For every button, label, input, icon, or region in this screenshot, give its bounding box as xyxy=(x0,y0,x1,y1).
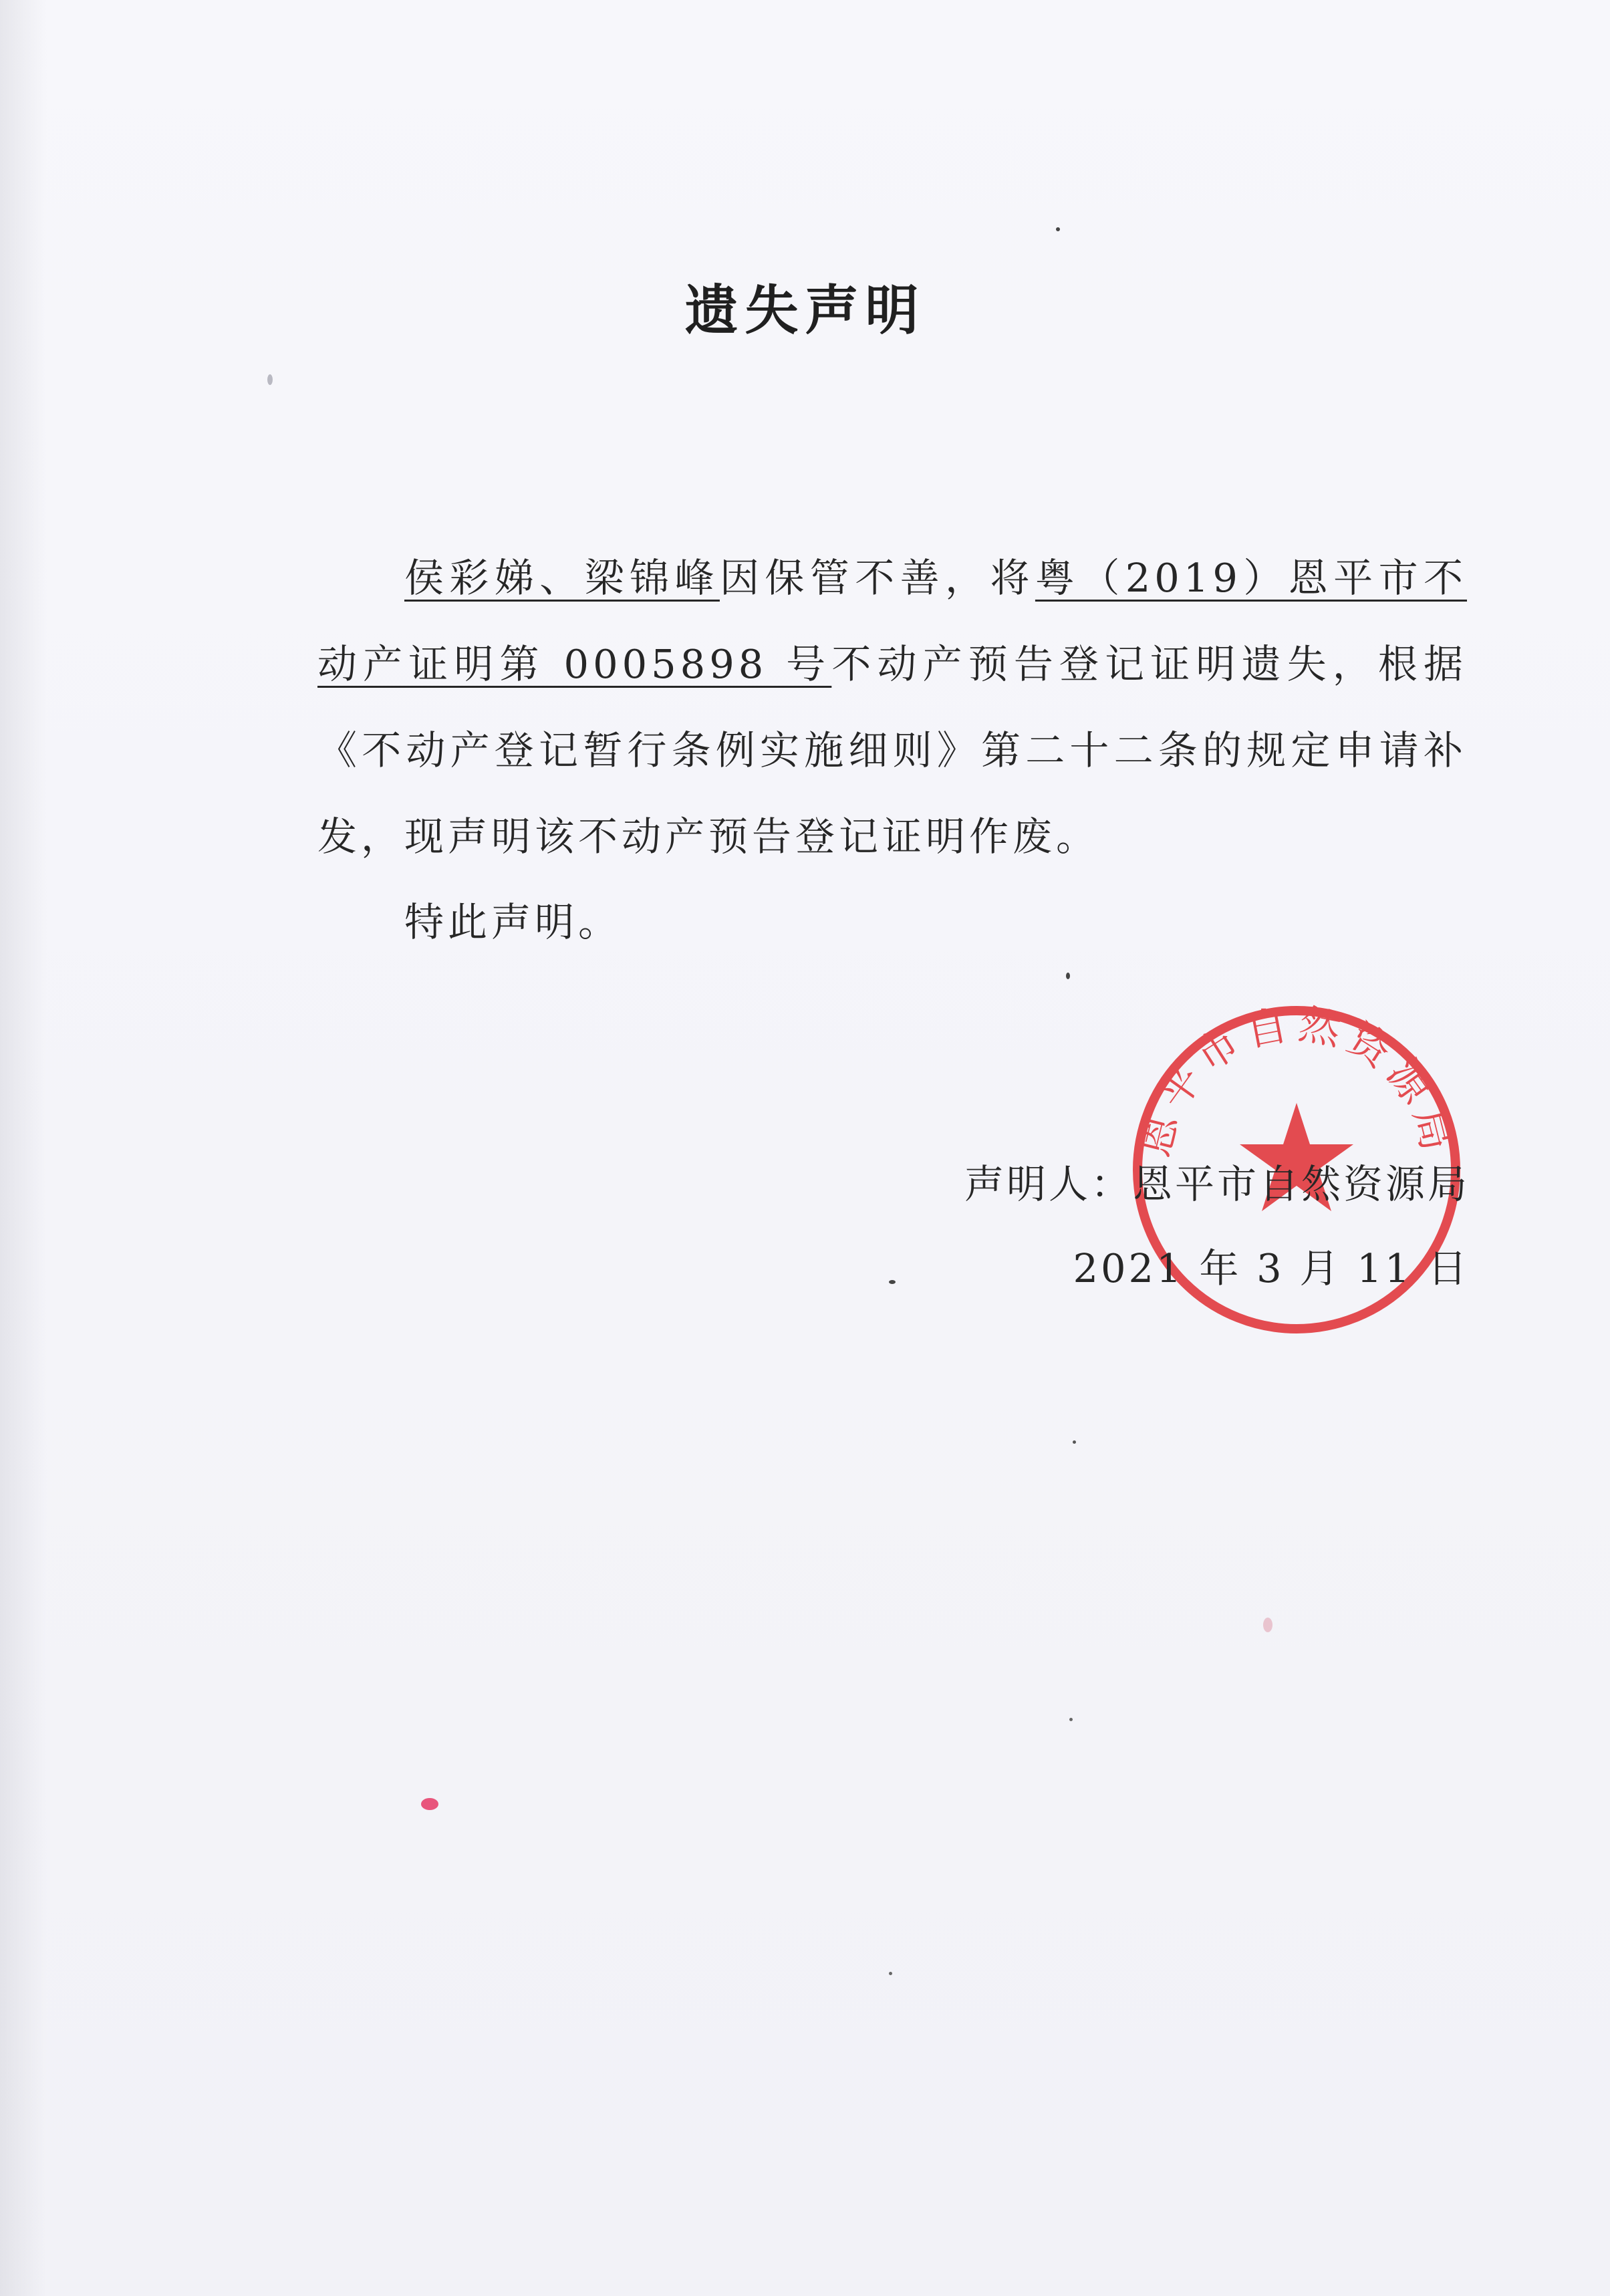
scan-speck xyxy=(1056,227,1060,231)
scan-speck xyxy=(889,1280,896,1284)
closing-statement: 特此声明。 xyxy=(404,899,622,945)
declaration-body xyxy=(317,535,1467,880)
scan-speck xyxy=(1073,1440,1076,1444)
seal-lettering: 恩平市自然资源局 xyxy=(1129,1003,1464,1162)
holder-names: 侯彩娣、梁锦峰 xyxy=(404,555,720,601)
signer-line: 声明人：恩平市自然资源局 xyxy=(964,1161,1470,1207)
certificate-number: 粤（2019）恩平市不动产证明第 0005898 号 xyxy=(317,555,1467,687)
scan-speck xyxy=(1066,973,1070,979)
document-title: 遗失声明 xyxy=(684,279,926,342)
scan-speck xyxy=(1069,1718,1073,1721)
body-text-2: 不动产预告登记证明遗失，根据《不动产登记暂行条例实施细则》第二十二条的规定申请补发，现声明该不动产预告登记证明作废。 xyxy=(317,641,1467,860)
scan-speck xyxy=(267,374,273,385)
scan-speck xyxy=(421,1798,438,1810)
body-text-1: 因保管不善，将 xyxy=(719,555,1035,601)
scan-speck xyxy=(1263,1618,1272,1632)
scan-speck xyxy=(889,1972,892,1975)
signature-date: 2021 年 3 月 11 日 xyxy=(1073,1245,1470,1291)
